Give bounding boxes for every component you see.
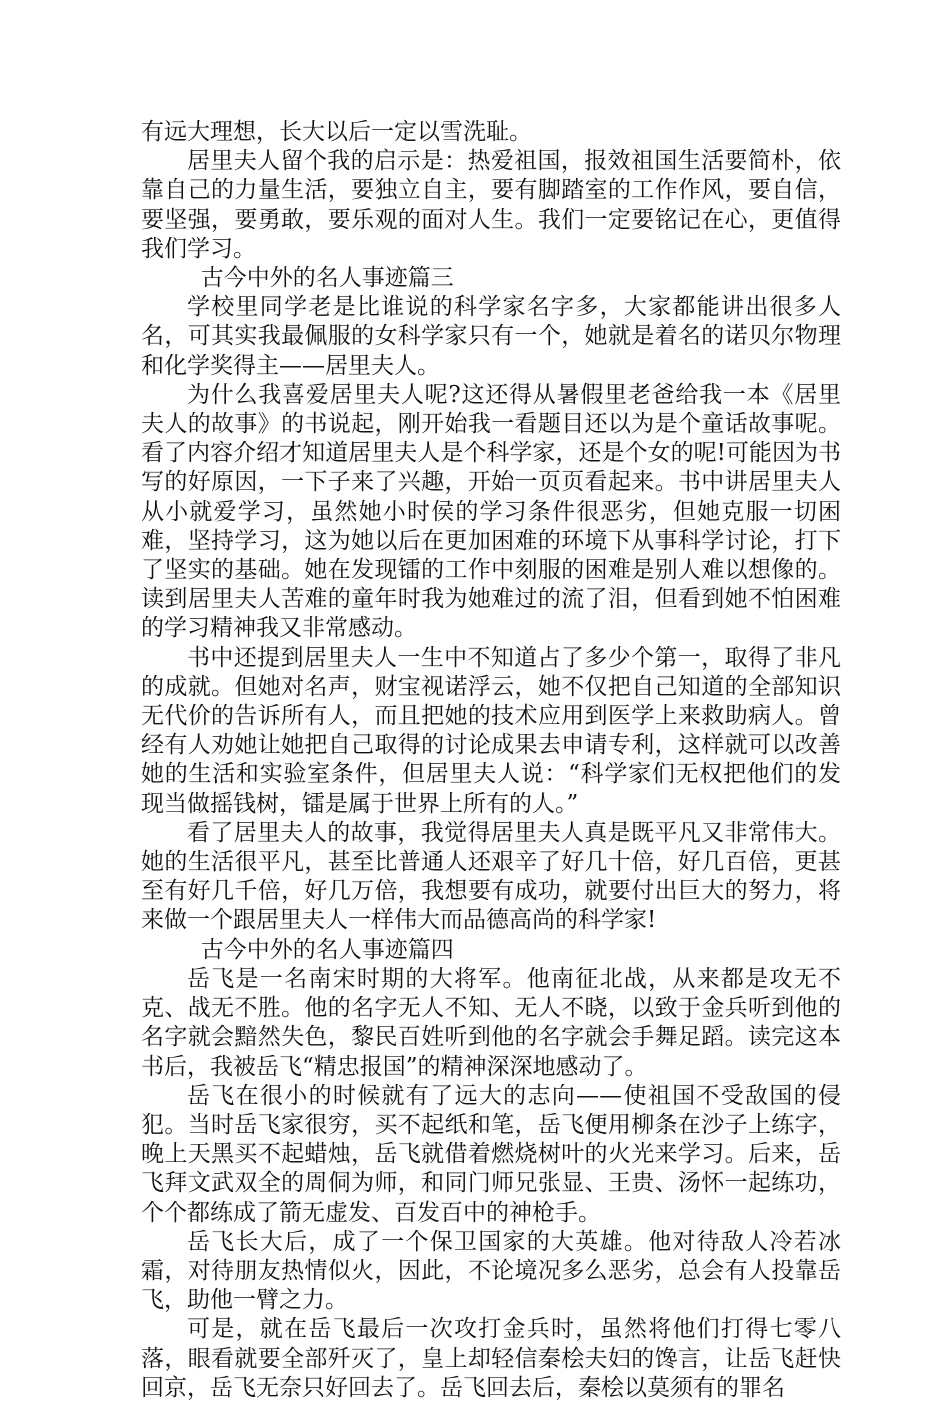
- section-heading: 古今中外的名人事迹篇四: [200, 936, 454, 963]
- paragraph: 看了居里夫人的故事，我觉得居里夫人真是既平凡又非常伟大。她的生活很平凡，甚至比普通人还艰辛了好几十倍，好几百倍，更甚至有好几千倍，好几万倍，我想要有成功，就要付出巨大的努力，将来做一个跟居里夫人一样伟大而品德高尚的科学家!: [141, 819, 841, 934]
- paragraph: 学校里同学老是比谁说的科学家名字多，大家都能讲出很多人名，可其实我最佩服的女科学家只有一个，她就是着名的诺贝尔物理和化学奖得主——居里夫人。: [141, 294, 841, 379]
- document-page: [141, 118, 841, 1403]
- paragraph: 有远大理想，长大以后一定以雪洗耻。: [141, 119, 532, 145]
- paragraph: 可是，就在岳飞最后一次攻打金兵时，虽然将他们打得七零八落，眼看就要全部歼灭了，皇上却轻信秦桧夫妇的馋言，让岳飞赶快回京，岳飞无奈只好回去了。岳飞回去后，秦桧以莫须有的罪名: [141, 1316, 841, 1401]
- paragraph: 书中还提到居里夫人一生中不知道占了多少个第一，取得了非凡的成就。但她对名声，财宝视诺浮云，她不仅把自己知道的全部知识无代价的告诉所有人，而且把她的技术应用到医学上来救助病人。曾经有人劝她让她把自己取得的讨论成果去申请专利，这样就可以改善她的生活和实验室条件，但居里夫人说：“科学家们无权把他们的发现当做摇钱树，镭是属于世界上所有的人。”: [141, 644, 841, 817]
- paragraph: 岳飞在很小的时候就有了远大的志向——使祖国不受敌国的侵犯。当时岳飞家很穷，买不起纸和笔，岳飞便用柳条在沙子上练字，晚上天黑买不起蜡烛，岳飞就借着燃烧树叶的火光来学习。后来，岳飞拜文武双全的周侗为师，和同门师兄张显、王贵、汤怀一起练功，个个都练成了箭无虚发、百发百中的神枪手。: [141, 1082, 841, 1226]
- section-heading: 古今中外的名人事迹篇三: [200, 265, 454, 292]
- paragraph: 居里夫人留个我的启示是：热爱祖国，报效祖国生活要简朴，依靠自己的力量生活，要独立自主，要有脚踏室的工作作风，要自信，要坚强，要勇敢，要乐观的面对人生。我们一定要铭记在心，更值得我们学习。: [141, 148, 841, 262]
- paragraph: 岳飞是一名南宋时期的大将军。他南征北战，从来都是攻无不克、战无不胜。他的名字无人不知、无人不晓，以致于金兵听到他的名字就会黯然失色，黎民百姓听到他的名字就会手舞足蹈。读完这本书后，我被岳飞“精忠报国”的精神深深地感动了。: [141, 965, 841, 1080]
- paragraph: 为什么我喜爱居里夫人呢?这还得从暑假里老爸给我一本《居里夫人的故事》的书说起，刚开始我一看题目还以为是个童话故事呢。看了内容介绍才知道居里夫人是个科学家，还是个女的呢!可能因为书写的好原因，一下子来了兴趣，开始一页页看起来。书中讲居里夫人从小就爱学习，虽然她小时侯的学习条件很恶劣，但她克服一切困难，坚持学习，这为她以后在更加困难的环境下从事科学讨论，打下了坚实的基础。她在发现镭的工作中刻服的困难是别人难以想像的。读到居里夫人苦难的童年时我为她难过的流了泪，但看到她不怕困难的学习精神我又非常感动。: [141, 381, 841, 642]
- paragraph: 岳飞长大后，成了一个保卫国家的大英雄。他对待敌人冷若冰霜，对待朋友热情似火，因此，不论境况多么恶劣，总会有人投靠岳飞，助他一臂之力。: [141, 1228, 841, 1314]
